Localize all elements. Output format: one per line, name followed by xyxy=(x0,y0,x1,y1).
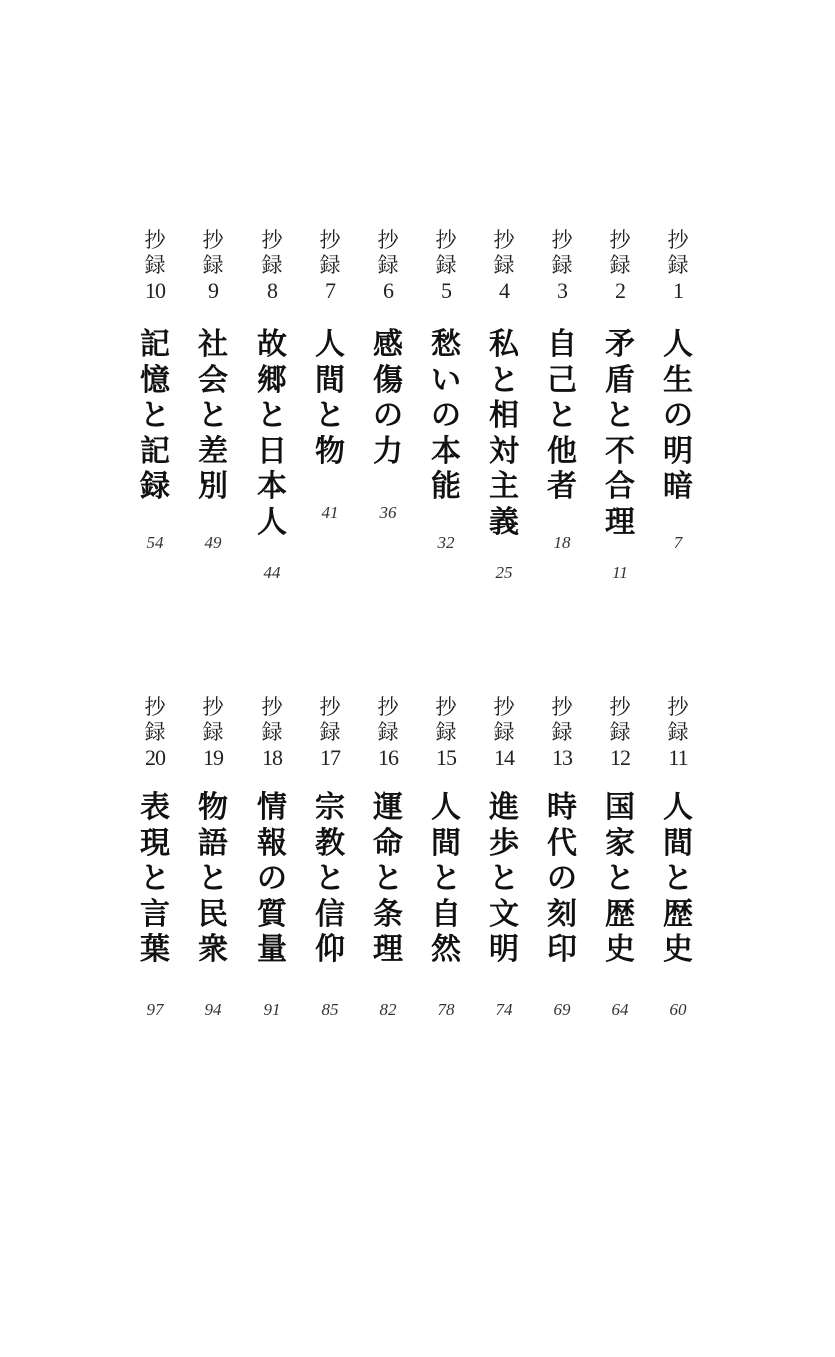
entry-number: 7 xyxy=(325,278,335,303)
title-char: 人 xyxy=(663,790,693,825)
title-char: 人 xyxy=(315,327,345,362)
label-prefix-char: 抄 xyxy=(435,695,457,719)
entry-label xyxy=(130,695,180,770)
title-char: 歴 xyxy=(663,896,693,932)
title-char: 不 xyxy=(605,433,635,469)
entry-title xyxy=(247,327,297,540)
label-prefix-char: 録 xyxy=(144,720,166,744)
entry-number: 14 xyxy=(494,745,514,770)
entry-label xyxy=(305,695,355,770)
label-prefix-char: 抄 xyxy=(609,228,631,252)
entry-label xyxy=(653,228,703,303)
title-char: 感 xyxy=(373,327,403,362)
entry-title xyxy=(188,790,238,968)
entry-number: 12 xyxy=(610,745,630,770)
title-char: 間 xyxy=(663,825,693,861)
title-char: 愁 xyxy=(431,327,461,362)
entry-label xyxy=(421,695,471,770)
title-char: 憶 xyxy=(140,362,170,398)
title-char: と xyxy=(431,861,461,896)
title-char: 暗 xyxy=(663,469,693,504)
title-char: 記 xyxy=(140,433,170,469)
title-char: と xyxy=(605,398,635,433)
entry-title xyxy=(188,327,238,505)
title-char: 者 xyxy=(547,469,577,504)
entry-title xyxy=(421,790,471,968)
entry-number: 16 xyxy=(378,745,398,770)
title-char: 傷 xyxy=(373,362,403,398)
label-prefix-char: 録 xyxy=(435,253,457,277)
title-char: 生 xyxy=(663,362,693,398)
entry-number: 9 xyxy=(208,278,218,303)
title-char: 間 xyxy=(431,825,461,861)
entry-page-number: 78 xyxy=(437,1000,455,1019)
entry-page-number: 41 xyxy=(321,503,339,522)
title-char: 対 xyxy=(489,433,519,469)
title-char: 理 xyxy=(605,504,635,540)
title-char: 民 xyxy=(198,896,228,932)
entry-page-number: 85 xyxy=(321,1000,339,1019)
title-char: 日 xyxy=(257,433,287,469)
label-prefix-char: 抄 xyxy=(435,228,457,252)
label-prefix-char: 録 xyxy=(319,720,341,744)
title-char: と xyxy=(663,861,693,896)
label-prefix-char: 抄 xyxy=(202,228,224,252)
label-prefix-char: 抄 xyxy=(261,695,283,719)
entry-page-number: 94 xyxy=(204,1000,222,1019)
title-char: 自 xyxy=(431,896,461,932)
entry-number: 15 xyxy=(436,745,456,770)
title-char: 人 xyxy=(257,504,287,540)
entry-label xyxy=(653,695,703,770)
entry-number: 20 xyxy=(145,745,165,770)
title-char: 国 xyxy=(605,790,635,825)
title-char: 宗 xyxy=(315,790,345,825)
entry-label xyxy=(130,228,180,303)
title-char: と xyxy=(315,398,345,433)
title-char: 葉 xyxy=(140,932,170,967)
label-prefix-char: 録 xyxy=(435,720,457,744)
entry-title xyxy=(537,790,587,968)
entry-page-number: 74 xyxy=(495,1000,513,1019)
entry-label xyxy=(595,228,645,303)
title-char: 歩 xyxy=(489,825,519,861)
entry-page-number: 64 xyxy=(611,1000,629,1019)
entry-number: 8 xyxy=(267,278,277,303)
entry-label xyxy=(363,695,413,770)
title-char: 他 xyxy=(547,433,577,469)
label-prefix-char: 録 xyxy=(667,253,689,277)
label-prefix-char: 録 xyxy=(202,253,224,277)
title-char: 相 xyxy=(489,398,519,433)
title-char: 義 xyxy=(489,504,519,540)
entry-label xyxy=(305,228,355,303)
label-prefix-char: 抄 xyxy=(493,695,515,719)
entry-title xyxy=(537,327,587,505)
entry-number: 3 xyxy=(557,278,567,303)
title-char: 自 xyxy=(547,327,577,362)
label-prefix-char: 抄 xyxy=(319,695,341,719)
title-char: 情 xyxy=(257,790,287,825)
title-char: 家 xyxy=(605,825,635,861)
label-prefix-char: 抄 xyxy=(551,695,573,719)
title-char: 差 xyxy=(198,433,228,469)
entry-page-number: 97 xyxy=(146,1000,164,1019)
title-char: と xyxy=(373,861,403,896)
title-char: 人 xyxy=(431,790,461,825)
title-char: 主 xyxy=(489,469,519,504)
title-char: の xyxy=(257,861,287,896)
entry-page-number: 7 xyxy=(673,533,683,552)
entry-number: 2 xyxy=(615,278,625,303)
entry-label xyxy=(595,695,645,770)
label-prefix-char: 録 xyxy=(493,253,515,277)
title-char: 語 xyxy=(198,825,228,861)
title-char: 私 xyxy=(489,327,519,362)
title-char: 人 xyxy=(663,327,693,362)
entry-title xyxy=(247,790,297,968)
label-prefix-char: 録 xyxy=(609,720,631,744)
title-char: 史 xyxy=(605,932,635,967)
entry-title xyxy=(130,790,180,968)
title-char: の xyxy=(663,398,693,433)
title-char: 運 xyxy=(373,790,403,825)
title-char: と xyxy=(547,398,577,433)
title-char: 本 xyxy=(257,469,287,504)
label-prefix-char: 録 xyxy=(667,720,689,744)
label-prefix-char: 録 xyxy=(261,720,283,744)
label-prefix-char: 録 xyxy=(377,720,399,744)
entry-page-number: 11 xyxy=(612,563,628,582)
title-char: 物 xyxy=(198,790,228,825)
entry-title xyxy=(305,790,355,968)
title-char: の xyxy=(431,398,461,433)
title-char: 合 xyxy=(605,469,635,504)
entry-title xyxy=(595,327,645,540)
title-char: 史 xyxy=(663,932,693,967)
entry-title xyxy=(421,327,471,505)
title-char: 衆 xyxy=(198,932,228,967)
entry-number: 13 xyxy=(552,745,572,770)
entry-label xyxy=(247,695,297,770)
label-prefix-char: 録 xyxy=(261,253,283,277)
entry-number: 18 xyxy=(262,745,282,770)
title-char: 故 xyxy=(257,327,287,362)
title-char: 力 xyxy=(373,433,403,469)
title-char: 会 xyxy=(198,362,228,398)
title-char: の xyxy=(547,861,577,896)
label-prefix-char: 抄 xyxy=(667,228,689,252)
entry-label xyxy=(537,228,587,303)
entry-title xyxy=(479,327,529,540)
label-prefix-char: 抄 xyxy=(609,695,631,719)
title-char: 歴 xyxy=(605,896,635,932)
title-char: 教 xyxy=(315,825,345,861)
title-char: と xyxy=(140,398,170,433)
entry-page-number: 32 xyxy=(437,533,455,552)
label-prefix-char: 録 xyxy=(551,720,573,744)
label-prefix-char: 録 xyxy=(319,253,341,277)
entry-title xyxy=(653,327,703,505)
entry-page-number: 25 xyxy=(495,563,513,582)
title-char: 質 xyxy=(257,896,287,932)
label-prefix-char: 録 xyxy=(144,253,166,277)
title-char: 矛 xyxy=(605,327,635,362)
title-char: と xyxy=(198,398,228,433)
entry-label xyxy=(188,228,238,303)
title-char: 刻 xyxy=(547,896,577,932)
title-char: と xyxy=(489,861,519,896)
title-char: 明 xyxy=(663,433,693,469)
label-prefix-char: 抄 xyxy=(261,228,283,252)
label-prefix-char: 録 xyxy=(609,253,631,277)
entry-number: 5 xyxy=(441,278,451,303)
entry-number: 19 xyxy=(203,745,223,770)
entry-title xyxy=(653,790,703,968)
entry-label xyxy=(479,695,529,770)
entry-title xyxy=(305,327,355,469)
entry-page-number: 60 xyxy=(669,1000,687,1019)
entry-number: 6 xyxy=(383,278,393,303)
label-prefix-char: 録 xyxy=(551,253,573,277)
title-char: 己 xyxy=(547,362,577,398)
title-char: 報 xyxy=(257,825,287,861)
title-char: 間 xyxy=(315,362,345,398)
entry-number: 10 xyxy=(145,278,165,303)
entry-number: 4 xyxy=(499,278,509,303)
entry-page-number: 69 xyxy=(553,1000,571,1019)
title-char: 然 xyxy=(431,932,461,967)
entry-number: 1 xyxy=(673,278,683,303)
title-char: 条 xyxy=(373,896,403,932)
title-char: と xyxy=(257,398,287,433)
title-char: と xyxy=(489,362,519,398)
title-char: 能 xyxy=(431,469,461,504)
entry-label xyxy=(363,228,413,303)
entry-number: 17 xyxy=(320,745,340,770)
label-prefix-char: 抄 xyxy=(144,695,166,719)
label-prefix-char: 抄 xyxy=(202,695,224,719)
title-char: 現 xyxy=(140,825,170,861)
title-char: 明 xyxy=(489,932,519,967)
title-char: 時 xyxy=(547,790,577,825)
title-char: 理 xyxy=(373,932,403,967)
title-char: と xyxy=(605,861,635,896)
entry-label xyxy=(247,228,297,303)
title-char: 盾 xyxy=(605,362,635,398)
entry-label xyxy=(479,228,529,303)
entry-title xyxy=(363,790,413,968)
title-char: の xyxy=(373,398,403,433)
label-prefix-char: 抄 xyxy=(377,695,399,719)
label-prefix-char: 録 xyxy=(377,253,399,277)
entry-number: 11 xyxy=(668,745,688,770)
entry-page-number: 54 xyxy=(146,533,164,552)
title-char: 仰 xyxy=(315,932,345,967)
title-char: 社 xyxy=(198,327,228,362)
title-char: 記 xyxy=(140,327,170,362)
label-prefix-char: 抄 xyxy=(377,228,399,252)
label-prefix-char: 録 xyxy=(493,720,515,744)
label-prefix-char: 抄 xyxy=(667,695,689,719)
entry-page-number: 82 xyxy=(379,1000,397,1019)
entry-title xyxy=(595,790,645,968)
entry-page-number: 36 xyxy=(379,503,397,522)
entry-page-number: 91 xyxy=(263,1000,281,1019)
title-char: 言 xyxy=(140,896,170,932)
label-prefix-char: 抄 xyxy=(144,228,166,252)
title-char: い xyxy=(431,362,461,398)
entry-title xyxy=(479,790,529,968)
title-char: 本 xyxy=(431,433,461,469)
title-char: 代 xyxy=(547,825,577,861)
title-char: 表 xyxy=(140,790,170,825)
label-prefix-char: 抄 xyxy=(319,228,341,252)
entry-title xyxy=(130,327,180,505)
title-char: 別 xyxy=(198,469,228,504)
title-char: 印 xyxy=(547,932,577,967)
title-char: 郷 xyxy=(257,362,287,398)
title-char: と xyxy=(198,861,228,896)
title-char: 命 xyxy=(373,825,403,861)
entry-page-number: 44 xyxy=(263,563,281,582)
title-char: 文 xyxy=(489,896,519,932)
title-char: 録 xyxy=(140,469,170,504)
title-char: 信 xyxy=(315,896,345,932)
entry-page-number: 18 xyxy=(553,533,571,552)
label-prefix-char: 抄 xyxy=(551,228,573,252)
entry-page-number: 49 xyxy=(204,533,222,552)
entry-label xyxy=(421,228,471,303)
entry-title xyxy=(363,327,413,469)
label-prefix-char: 録 xyxy=(202,720,224,744)
title-char: と xyxy=(315,861,345,896)
entry-label xyxy=(537,695,587,770)
title-char: 進 xyxy=(489,790,519,825)
entry-label xyxy=(188,695,238,770)
label-prefix-char: 抄 xyxy=(493,228,515,252)
title-char: と xyxy=(140,861,170,896)
title-char: 物 xyxy=(315,433,345,469)
title-char: 量 xyxy=(257,932,287,967)
